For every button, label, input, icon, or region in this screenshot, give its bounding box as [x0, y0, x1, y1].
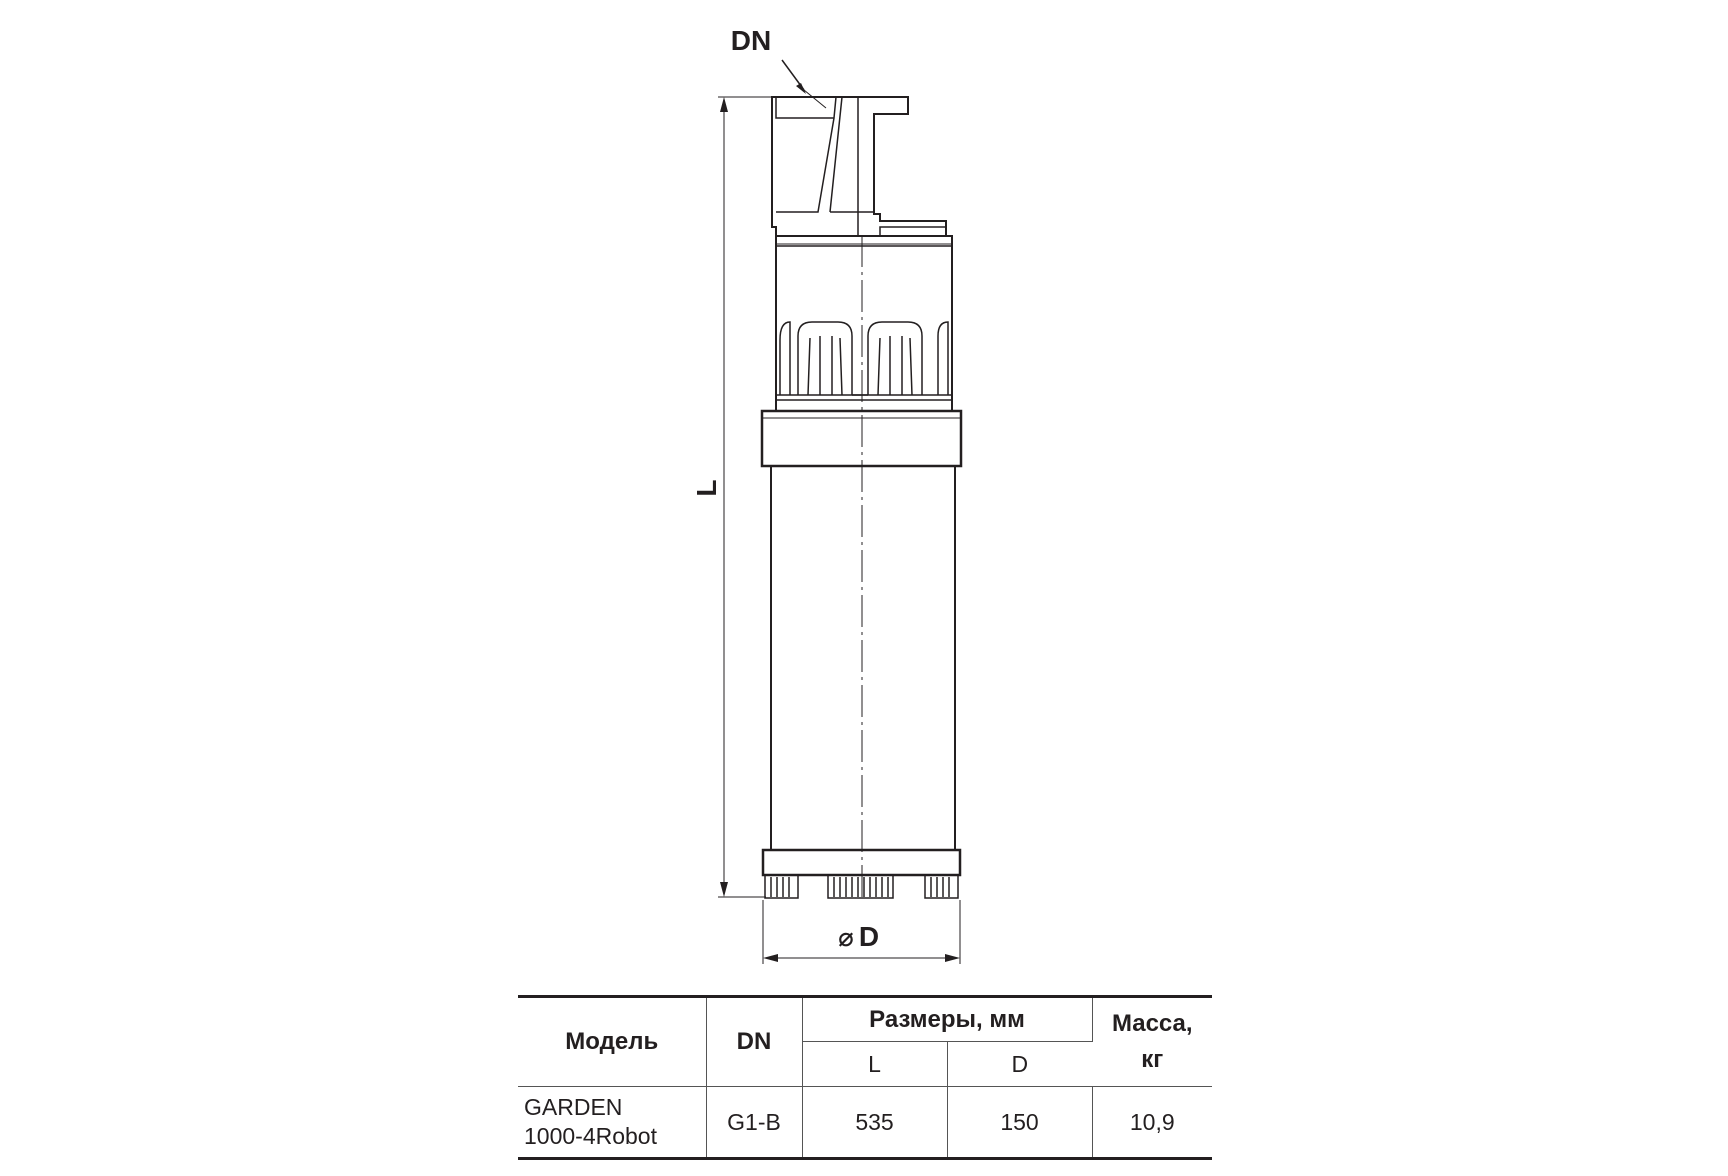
label-diameter: D: [858, 921, 880, 952]
header-model: Модель: [518, 997, 706, 1087]
diameter-symbol: ⌀: [838, 922, 854, 952]
header-dimensions: Размеры, мм: [802, 997, 1092, 1042]
outlet-channel: [776, 97, 946, 236]
label-dn: DN: [730, 25, 772, 56]
header-dim-l: L: [802, 1042, 947, 1087]
cell-model-line1: GARDEN: [524, 1094, 623, 1120]
dn-leader-tail: [804, 90, 826, 108]
cell-dn: G1-B: [706, 1087, 802, 1159]
header-dim-d: D: [947, 1042, 1092, 1087]
label-length: L: [691, 479, 722, 497]
header-mass-line2: кг: [1141, 1046, 1164, 1073]
cell-d: 150: [947, 1087, 1092, 1159]
cell-model-line2: 1000-4Robot: [524, 1123, 657, 1149]
upper-body: [776, 236, 952, 411]
header-mass-line1: Масса,: [1111, 1010, 1193, 1037]
header-mass: [1092, 997, 1212, 1087]
specification-table: [518, 995, 1212, 1160]
cell-mass: 10,9: [1092, 1087, 1212, 1159]
cell-model: [518, 1087, 706, 1159]
dn-leader-arrow: [796, 83, 806, 94]
header-dn: DN: [706, 997, 802, 1087]
motor-housing: [771, 466, 955, 850]
table-row: [518, 1087, 1212, 1159]
inlet-grille: [776, 322, 952, 400]
cell-l: 535: [802, 1087, 947, 1159]
